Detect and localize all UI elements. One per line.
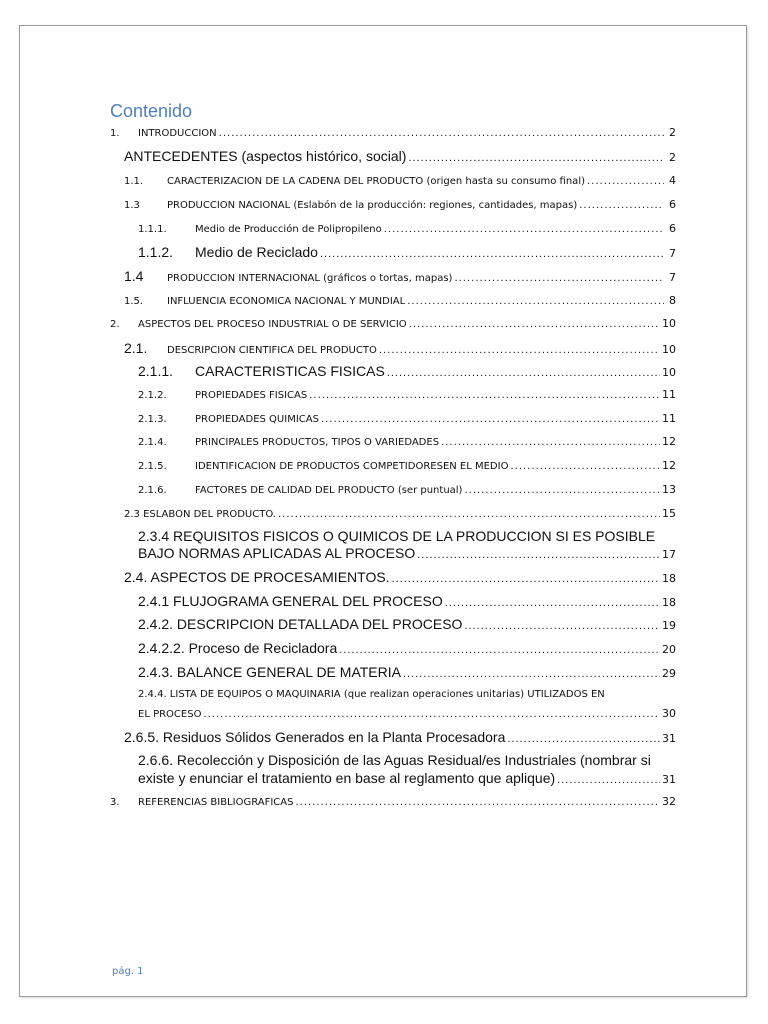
toc-entry-aspectos-proceso[interactable] <box>0 317 768 331</box>
toc-entry-number: 1.1. <box>124 176 144 187</box>
toc-entry-number: 3. <box>110 797 120 808</box>
toc-entry-eslabon-producto[interactable] <box>0 507 768 521</box>
toc-entry-principales-productos[interactable] <box>0 435 768 449</box>
toc-entry-polipropileno[interactable] <box>0 222 768 236</box>
toc-page-number: 8 <box>669 294 676 307</box>
toc-page-number: 20 <box>662 643 676 656</box>
toc-page-number: 32 <box>662 795 676 808</box>
toc-page-number: 12 <box>662 435 676 448</box>
toc-entry-antecedentes[interactable] <box>0 148 768 166</box>
toc-entry-flujograma[interactable] <box>0 593 768 611</box>
toc-leader <box>417 549 660 561</box>
toc-leader <box>379 345 660 356</box>
toc-entry-text: 2.3 ESLABON DEL PRODUCTO. <box>124 509 276 520</box>
toc-entry-text-line1: 2.4.4. LISTA DE EQUIPOS O MAQUINARIA (que realizan operaciones unitarias) UTILIZADOS EN <box>138 689 605 700</box>
toc-page-number: 2 <box>669 151 676 164</box>
toc-entry-text: 2.4.2.2. Proceso de Recicladora <box>138 640 338 656</box>
toc-entry-text: 2.4.1 FLUJOGRAMA GENERAL DEL PROCESO <box>138 593 443 609</box>
toc-page-number: 10 <box>662 317 676 330</box>
toc-entry-productos-competidores[interactable] <box>0 459 768 473</box>
toc-page-number: 4 <box>669 174 676 187</box>
toc-entry-descripcion-cientifica[interactable] <box>0 340 768 358</box>
toc-entry-text-line1: 2.3.4 REQUISITOS FISICOS O QUIMICOS DE LA PRODUCCION SI ES POSIBLE <box>138 528 656 544</box>
toc-page-number: 7 <box>669 271 676 284</box>
toc-entry-caracterizacion[interactable] <box>0 174 768 188</box>
toc-entry-number: 2.1.3. <box>138 414 167 425</box>
toc-entry-propiedades-fisicas[interactable] <box>0 388 768 402</box>
toc-entry-text: INTRODUCCION <box>138 128 217 139</box>
toc-page-number: 6 <box>669 222 676 235</box>
toc-entry-introduccion[interactable] <box>0 126 768 140</box>
toc-leader <box>321 414 660 425</box>
toc-leader <box>403 668 660 680</box>
toc-entry-proceso-recicladora[interactable] <box>0 640 768 658</box>
toc-leader <box>409 319 660 330</box>
toc-entry-lista-equipos[interactable] <box>0 689 768 723</box>
toc-entry-descripcion-detallada[interactable] <box>0 616 768 634</box>
toc-leader <box>203 709 660 720</box>
toc-page-number: 29 <box>662 667 676 680</box>
toc-leader <box>587 176 664 187</box>
toc-entry-number: 2. <box>110 319 120 330</box>
toc-leader <box>464 620 660 632</box>
toc-page-number: 17 <box>662 548 676 561</box>
toc-leader <box>295 797 660 808</box>
toc-page-number: 31 <box>662 773 676 786</box>
toc-entry-text: 2.4.2. DESCRIPCION DETALLADA DEL PROCESO <box>138 616 463 632</box>
toc-title: Contenido <box>110 101 193 121</box>
toc-entry-number: 1. <box>110 128 120 139</box>
toc-page-number: 11 <box>662 412 676 425</box>
toc-entry-text: CARACTERISTICAS FISICAS <box>195 363 385 379</box>
toc-entry-aguas-residuales[interactable] <box>0 752 768 788</box>
toc-entry-number: 2.1.6. <box>138 485 167 496</box>
toc-entry-propiedades-quimicas[interactable] <box>0 412 768 426</box>
toc-entry-text: PRODUCCION NACIONAL (Eslabón de la producción: regiones, cantidades, mapas) <box>167 200 578 211</box>
toc-entry-balance-materia[interactable] <box>0 664 768 682</box>
toc-entry-residuos-solidos[interactable] <box>0 729 768 747</box>
toc-entry-referencias[interactable] <box>0 795 768 809</box>
toc-page-number: 15 <box>662 507 676 520</box>
toc-page-number: 11 <box>662 388 676 401</box>
toc-entry-text: INFLUENCIA ECONOMICA NACIONAL Y MUNDIAL <box>167 296 406 307</box>
toc-leader <box>464 485 660 496</box>
toc-leader <box>309 390 660 401</box>
toc-leader <box>441 437 660 448</box>
toc-entry-medio-reciclado[interactable] <box>0 244 768 262</box>
toc-entry-number: 1.5. <box>124 296 144 307</box>
toc-leader <box>320 248 664 260</box>
toc-entry-text: IDENTIFICACION DE PRODUCTOS COMPETIDORESEN EL MEDIO <box>195 461 509 472</box>
toc-entry-number: 2.1.2. <box>138 390 167 401</box>
toc-entry-caracteristicas-fisicas[interactable] <box>0 363 768 381</box>
toc-entry-produccion-nacional[interactable] <box>0 198 768 212</box>
toc-entry-number: 2.1. <box>124 340 148 356</box>
toc-page-number: 6 <box>669 198 676 211</box>
toc-page-number: 12 <box>662 459 676 472</box>
page-number-footer: pág. 1 <box>112 966 144 977</box>
toc-entry-text: CARACTERIZACION DE LA CADENA DEL PRODUCTO (origen hasta su consumo final) <box>167 176 585 187</box>
toc-page-number: 18 <box>662 572 676 585</box>
toc-entry-text: 2.4.3. BALANCE GENERAL DE MATERIA <box>138 664 401 680</box>
toc-leader <box>339 644 660 656</box>
toc-entry-text: PROPIEDADES FISICAS <box>195 390 308 401</box>
toc-entry-text: ASPECTOS DEL PROCESO INDUSTRIAL O DE SERVICIO <box>138 319 407 330</box>
toc-entry-text: EL PROCESO <box>138 709 202 720</box>
toc-entry-text: existe y enunciar el tratamiento en base al reglamento que aplique) <box>138 770 556 786</box>
toc-entry-requisitos-fisicos[interactable] <box>0 528 768 564</box>
toc-page-number: 13 <box>662 483 676 496</box>
toc-page-number: 18 <box>662 596 676 609</box>
toc-entry-influencia-economica[interactable] <box>0 294 768 308</box>
toc-leader <box>219 128 664 139</box>
toc-entry-text: Medio de Producción de Polipropileno <box>195 224 382 235</box>
toc-entry-number: 2.1.1. <box>138 363 174 379</box>
toc-page-number: 30 <box>662 707 676 720</box>
toc-page-number: 7 <box>669 247 676 260</box>
toc-entry-text: DESCRIPCION CIENTIFICA DEL PRODUCTO <box>167 345 377 356</box>
toc-entry-text: ANTECEDENTES (aspectos histórico, social) <box>124 148 407 164</box>
toc-entry-number: 1.4 <box>124 268 144 284</box>
toc-leader <box>384 224 664 235</box>
toc-entry-aspectos-procesamientos[interactable] <box>0 569 768 587</box>
toc-page-number: 10 <box>662 343 676 356</box>
toc-entry-text-line1: 2.6.6. Recolección y Disposición de las Aguas Residual/es Industriales (nombrar si <box>138 752 651 768</box>
toc-leader <box>445 597 660 609</box>
toc-leader <box>510 461 660 472</box>
toc-entry-text: BAJO NORMAS APLICADAS AL PROCESO <box>138 545 416 561</box>
toc-leader <box>454 273 664 284</box>
toc-entry-number: 1.1.2. <box>138 244 174 260</box>
toc-page-number: 31 <box>662 732 676 745</box>
toc-leader <box>507 733 660 745</box>
toc-entry-text: FACTORES DE CALIDAD DEL PRODUCTO (ser puntual) <box>195 485 463 496</box>
toc-entry-text: PRINCIPALES PRODUCTOS, TIPOS O VARIEDADES <box>195 437 440 448</box>
toc-page-number: 19 <box>662 619 676 632</box>
toc-leader <box>407 296 664 307</box>
toc-entry-text: 2.6.5. Residuos Sólidos Generados en la Planta Procesadora <box>124 729 506 745</box>
toc-entry-text: REFERENCIAS BIBLIOGRAFICAS <box>138 797 294 808</box>
toc-entry-text: 2.4. ASPECTOS DE PROCESAMIENTOS. <box>124 569 390 585</box>
toc-entry-text: Medio de Reciclado <box>195 244 318 260</box>
toc-leader <box>387 367 660 379</box>
toc-leader <box>579 200 664 211</box>
toc-entry-factores-calidad[interactable] <box>0 483 768 497</box>
toc-leader <box>392 573 660 585</box>
toc-entry-number: 1.1.1. <box>138 224 167 235</box>
toc-leader <box>557 774 660 786</box>
toc-entry-number: 2.1.5. <box>138 461 167 472</box>
toc-leader <box>278 509 660 520</box>
toc-entry-text: PROPIEDADES QUIMICAS <box>195 414 319 425</box>
toc-entry-text: PRODUCCION INTERNACIONAL (gráficos o tortas, mapas) <box>167 273 453 284</box>
toc-entry-number: 2.1.4. <box>138 437 167 448</box>
toc-entry-produccion-internacional[interactable] <box>0 268 768 286</box>
toc-leader <box>408 152 664 164</box>
toc-page-number: 2 <box>669 126 676 139</box>
toc-entry-number: 1.3 <box>124 200 140 211</box>
toc-page-number: 10 <box>662 366 676 379</box>
